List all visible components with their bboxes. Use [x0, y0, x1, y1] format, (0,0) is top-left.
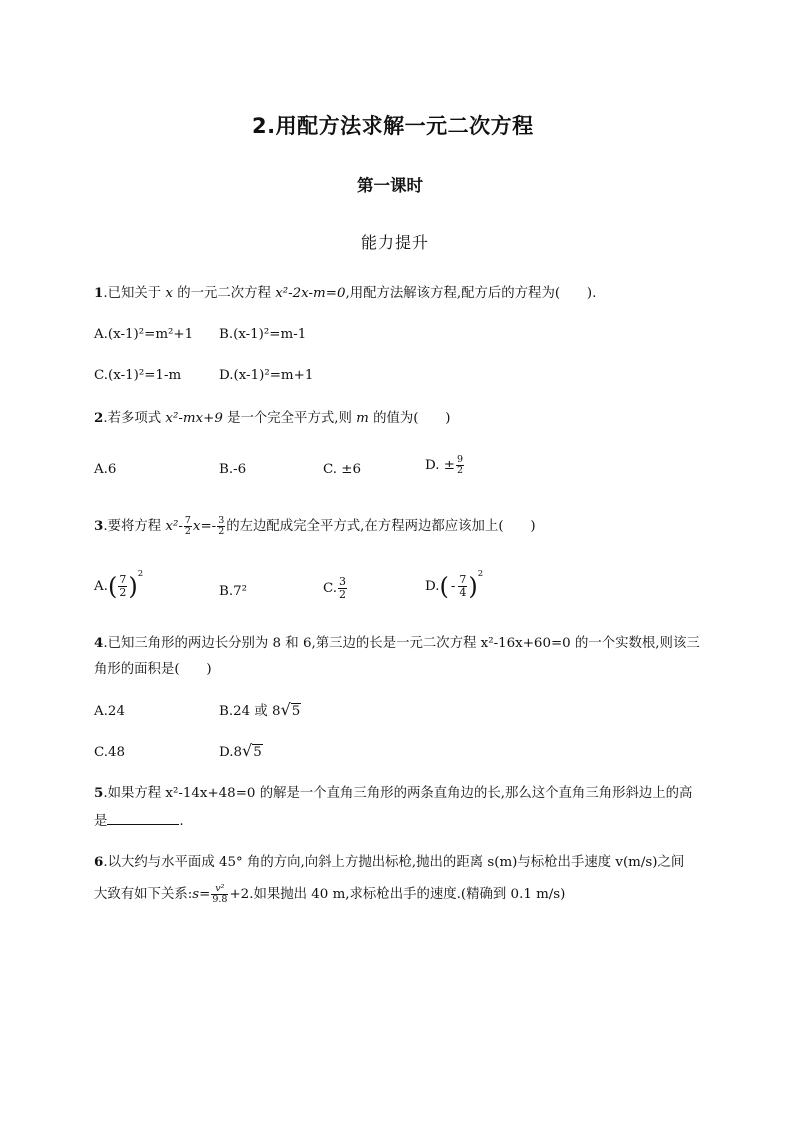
- exponent: 2: [477, 569, 484, 579]
- question-text: .若多项式: [103, 411, 166, 426]
- denominator: 2: [339, 588, 347, 601]
- polynomial: x²-mx+9: [165, 411, 223, 426]
- equation: x²-2x-m=0: [275, 286, 346, 301]
- q3-option-a: [94, 569, 144, 601]
- option-prefix: D. ±: [425, 458, 455, 473]
- fraction: [456, 455, 464, 476]
- question-number: 2: [94, 410, 104, 426]
- numerator: 3: [339, 575, 347, 588]
- question-text: +2.如果抛出 40 m,求标枪出手的速度.(精确到 0.1 m/s): [229, 887, 566, 902]
- question-6: [94, 853, 684, 872]
- fraction: [211, 884, 228, 905]
- question-text: 的值为( ): [368, 411, 451, 426]
- denominator: 2: [457, 465, 464, 476]
- lesson-subtitle: 第一课时: [357, 176, 423, 195]
- question-text: ,用配方法解该方程,配方后的方程为( ).: [345, 286, 597, 301]
- numerator: 7: [459, 573, 467, 586]
- q4-option-b: [219, 700, 301, 719]
- numerator: v²: [211, 884, 228, 895]
- formula-lhs: s=: [192, 887, 211, 902]
- left-paren: (: [107, 572, 118, 601]
- denominator: 2: [184, 526, 191, 537]
- equation-part: x²-: [165, 519, 183, 534]
- denominator: 9.8: [212, 894, 228, 905]
- question-number: 5: [94, 785, 104, 801]
- q4-option-a: A.24: [94, 704, 125, 719]
- section-heading: 能力提升: [361, 233, 430, 252]
- radical-sign: √: [280, 700, 291, 719]
- fraction: [458, 574, 467, 599]
- option-prefix: A.: [94, 579, 108, 594]
- left-paren: (: [439, 572, 449, 601]
- denominator: 2: [218, 526, 225, 537]
- denominator: 2: [119, 586, 127, 599]
- q2-option-d: [425, 455, 465, 476]
- exponent: 2: [137, 569, 144, 579]
- question-2: [94, 409, 451, 428]
- question-number: 1: [94, 285, 104, 301]
- question-text: .已知三角形的两边长分别为 8 和 6,第三边的长是一元二次方程 x²-16x+60=0 的一个实数根,则该三: [103, 636, 700, 651]
- question-5-line-2: [94, 812, 184, 831]
- question-text: 是一个完全平方式,则: [222, 411, 357, 426]
- question-number: 4: [94, 635, 104, 651]
- option-prefix: D.8: [219, 745, 243, 760]
- square-root: [242, 741, 263, 760]
- numerator: 7: [184, 515, 191, 526]
- question-3: [94, 516, 536, 537]
- question-text: 的左边配成完全平方式,在方程两边都应该加上( ): [226, 519, 536, 534]
- question-text: .以大约与水平面成 45° 角的方向,向斜上方抛出标枪,抛出的距离 s(m)与标枪出手速度 v(m/s)之间: [103, 855, 685, 870]
- q1-option-c: C.(x-1)²=1-m: [94, 368, 182, 383]
- question-1: [94, 284, 596, 303]
- answer-blank[interactable]: [107, 812, 179, 825]
- question-4-line-2: 角形的面积是( ): [94, 662, 212, 677]
- q2-option-b: B.-6: [219, 462, 247, 477]
- q1-option-a: A.(x-1)²=m²+1: [94, 327, 194, 342]
- right-paren: ): [128, 572, 138, 601]
- fraction: [338, 576, 347, 601]
- q3-option-b: B.7²: [219, 584, 247, 599]
- option-prefix: B.24 或 8: [219, 704, 281, 719]
- q2-option-c: C. ±6: [323, 462, 362, 477]
- numerator: 3: [218, 515, 225, 526]
- square-root: [281, 700, 302, 719]
- question-number: 3: [94, 518, 104, 534]
- variable: x: [165, 286, 173, 301]
- fraction: [118, 574, 127, 599]
- q3-option-c: [323, 576, 348, 601]
- option-prefix: D.: [425, 579, 440, 594]
- question-text: .已知关于: [103, 286, 166, 301]
- option-prefix: C.: [323, 581, 338, 596]
- q4-option-c: C.48: [94, 745, 126, 760]
- q4-option-d: [219, 741, 263, 760]
- period: .: [179, 814, 184, 829]
- page-title: 2.用配方法求解一元二次方程: [252, 114, 534, 138]
- fraction: [184, 516, 192, 537]
- denominator: 4: [459, 586, 467, 599]
- question-number: 6: [94, 854, 104, 870]
- numerator: 9: [457, 454, 464, 465]
- radicand: 5: [291, 704, 301, 719]
- question-text: 是: [94, 814, 108, 829]
- radicand: 5: [253, 745, 262, 760]
- variable: m: [356, 411, 369, 426]
- question-text: .要将方程: [103, 519, 166, 534]
- minus-sign: -: [450, 579, 456, 594]
- question-text: 大致有如下关系:: [94, 887, 193, 902]
- q2-option-a: A.6: [94, 462, 117, 477]
- fraction: [217, 516, 225, 537]
- equation-part: x=-: [192, 519, 217, 534]
- question-4: [94, 634, 700, 653]
- radical-sign: √: [242, 741, 253, 760]
- question-5: [94, 784, 692, 803]
- question-text: .如果方程 x²-14x+48=0 的解是一个直角三角形的两条直角边的长,那么这个直角三角形斜边上的高: [103, 786, 693, 801]
- q1-option-d: D.(x-1)²=m+1: [219, 368, 314, 383]
- question-text: 的一元二次方程: [172, 286, 276, 301]
- question-6-line-2: [94, 884, 565, 905]
- numerator: 7: [119, 573, 127, 586]
- right-paren: ): [468, 572, 478, 601]
- q1-option-b: B.(x-1)²=m-1: [219, 327, 307, 342]
- q3-option-d: [425, 569, 484, 601]
